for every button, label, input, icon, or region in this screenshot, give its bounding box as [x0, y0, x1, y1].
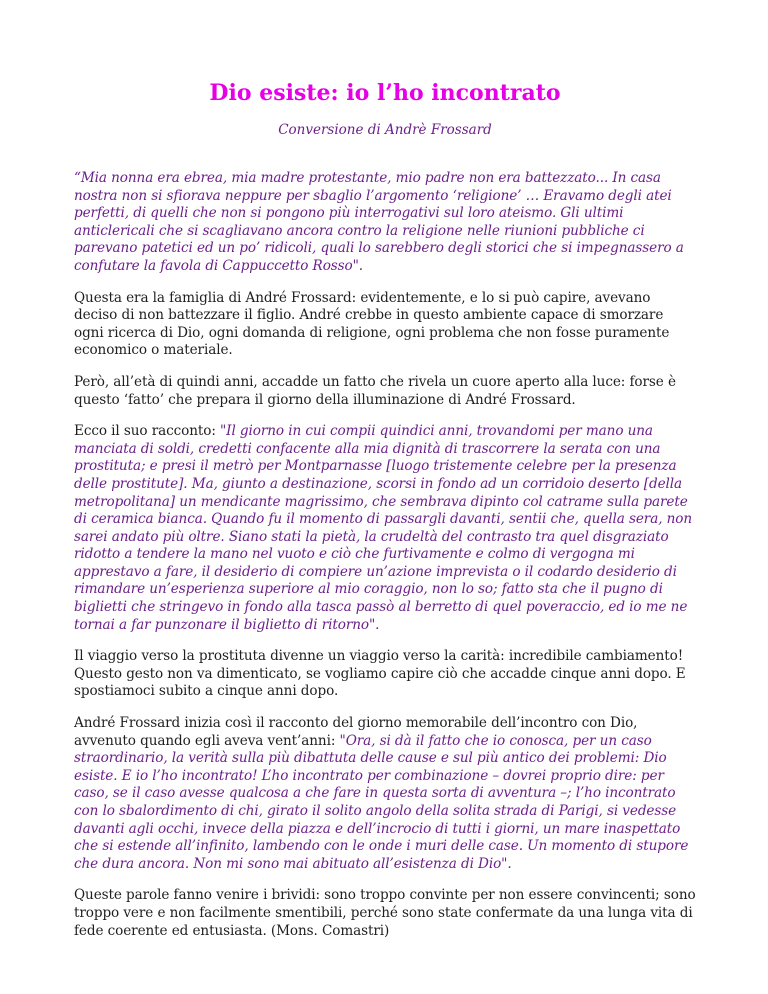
paragraph-1: [74, 170, 696, 276]
paragraph-7: Queste parole fanno venire i brividi: sono troppo convinte per non essere convincenti; sono troppo vere e non facilmente smentibili, perché sono state confermate da una lunga vita di fede coerente ed entusiasta. (Mons. Comastri): [74, 887, 696, 939]
paragraph-6: [74, 715, 696, 873]
paragraph-6-lead: André Frossard inizia così il racconto del giorno memorabile dell’incontro con Dio, avvenuto quando egli aveva vent’anni:: [74, 715, 638, 749]
paragraph-2: Questa era la famiglia di André Frossard: evidentemente, e lo si può capire, avevano deciso di non battezzare il figlio. André crebbe in questo ambiente capace di smorzare ogni ricerca di Dio, ogni domanda di religione, ogni problema che non fosse puramente economico o materiale.: [74, 289, 670, 359]
page-title: Dio esiste: io l’ho incontrato: [209, 80, 561, 106]
paragraph-4-quote: "Il giorno in cui compii quindici anni, trovandomi per mano una manciata di soldi, credetti confacente alla mia dignità di trascorrere la serata con una prostituta; e presi il metrò per Montparnasse [luogo tristemente celebre per la presenza delle prostitute]. Ma, giunto a destinazione, scorsi in fondo ad un corridoio deserto [della metropolitana] un mendicante magrissimo, che sembrava dipinto col catrame sulla parete di ceramica bianca. Quando fu il momento di passargli davanti, sentii che, quella sera, non sarei andato più oltre. Siano stati la pietà, la crudeltà del contrasto tra quel disgraziato ridotto a tendere la mano nel vuoto e ciò che furtivamente e colmo di vergogna mi apprestavo a fare, il desiderio di compiere un’azione imprevista o il codardo desiderio di rimandare un’esperienza superiore al mio coraggio, non lo so; fatto sta che il pugno di biglietti che stringevo in fondo alla tasca passò al berretto di quel poveraccio, ed io me ne tornai a far punzonare il biglietto di ritorno".: [74, 423, 693, 633]
paragraph-4: [74, 423, 696, 634]
paragraph-1-quote: “Mia nonna era ebrea, mia madre protestante, mio padre non era battezzato... In casa nostra non si sfiorava neppure per sbaglio l’argomento ‘religione’ … Eravamo degli atei perfetti, di quelli che non si pongono più interrogativi sul loro ateismo. Gli ultimi anticlericali che si scagliavano ancora contro la religione nelle riunioni pubbliche ci parevano patetici ed un po’ ridicoli, quali lo sarebbero degli storici che si impegnassero a confutare la favola di Cappuccetto Rosso".: [74, 170, 684, 274]
paragraph-3: Però, all’età di quindi anni, accadde un fatto che rivela un cuore aperto alla luce: forse è questo ‘fatto’ che prepara il giorno della illuminazione di André Frossard.: [74, 373, 676, 408]
paragraph-5: Il viaggio verso la prostituta divenne un viaggio verso la carità: incredibile cambiamento! Questo gesto non va dimenticato, se vogliamo capire ciò che accadde cinque anni dopo. E spostiamoci subito a cinque anni dopo.: [74, 648, 686, 700]
paragraph-6-quote: "Ora, si dà il fatto che io conosca, per un caso straordinario, la verità sulla più dibattuta delle cause e sul più antico dei problemi: Dio esiste. E io l’ho incontrato! L’ho incontrato per combinazione – dovrei proprio dire: per caso, se il caso avesse qualcosa a che fare in questa sorta di avventura –; l’ho incontrato con lo sbalordimento di chi, girato il solito angolo della solita strada di Parigi, si vedesse davanti agli occhi, invece della piazza e dell’incrocio di tutti i giorni, un mare inaspettato che si estende all’infinito, lambendo con le onde i muri delle case. Un momento di stupore che dura ancora. Non mi sono mai abituato all’esistenza di Dio".: [74, 732, 689, 872]
paragraph-4-lead: Ecco il suo racconto:: [74, 423, 221, 440]
page-subtitle: Conversione di Andrè Frossard: [278, 122, 492, 138]
